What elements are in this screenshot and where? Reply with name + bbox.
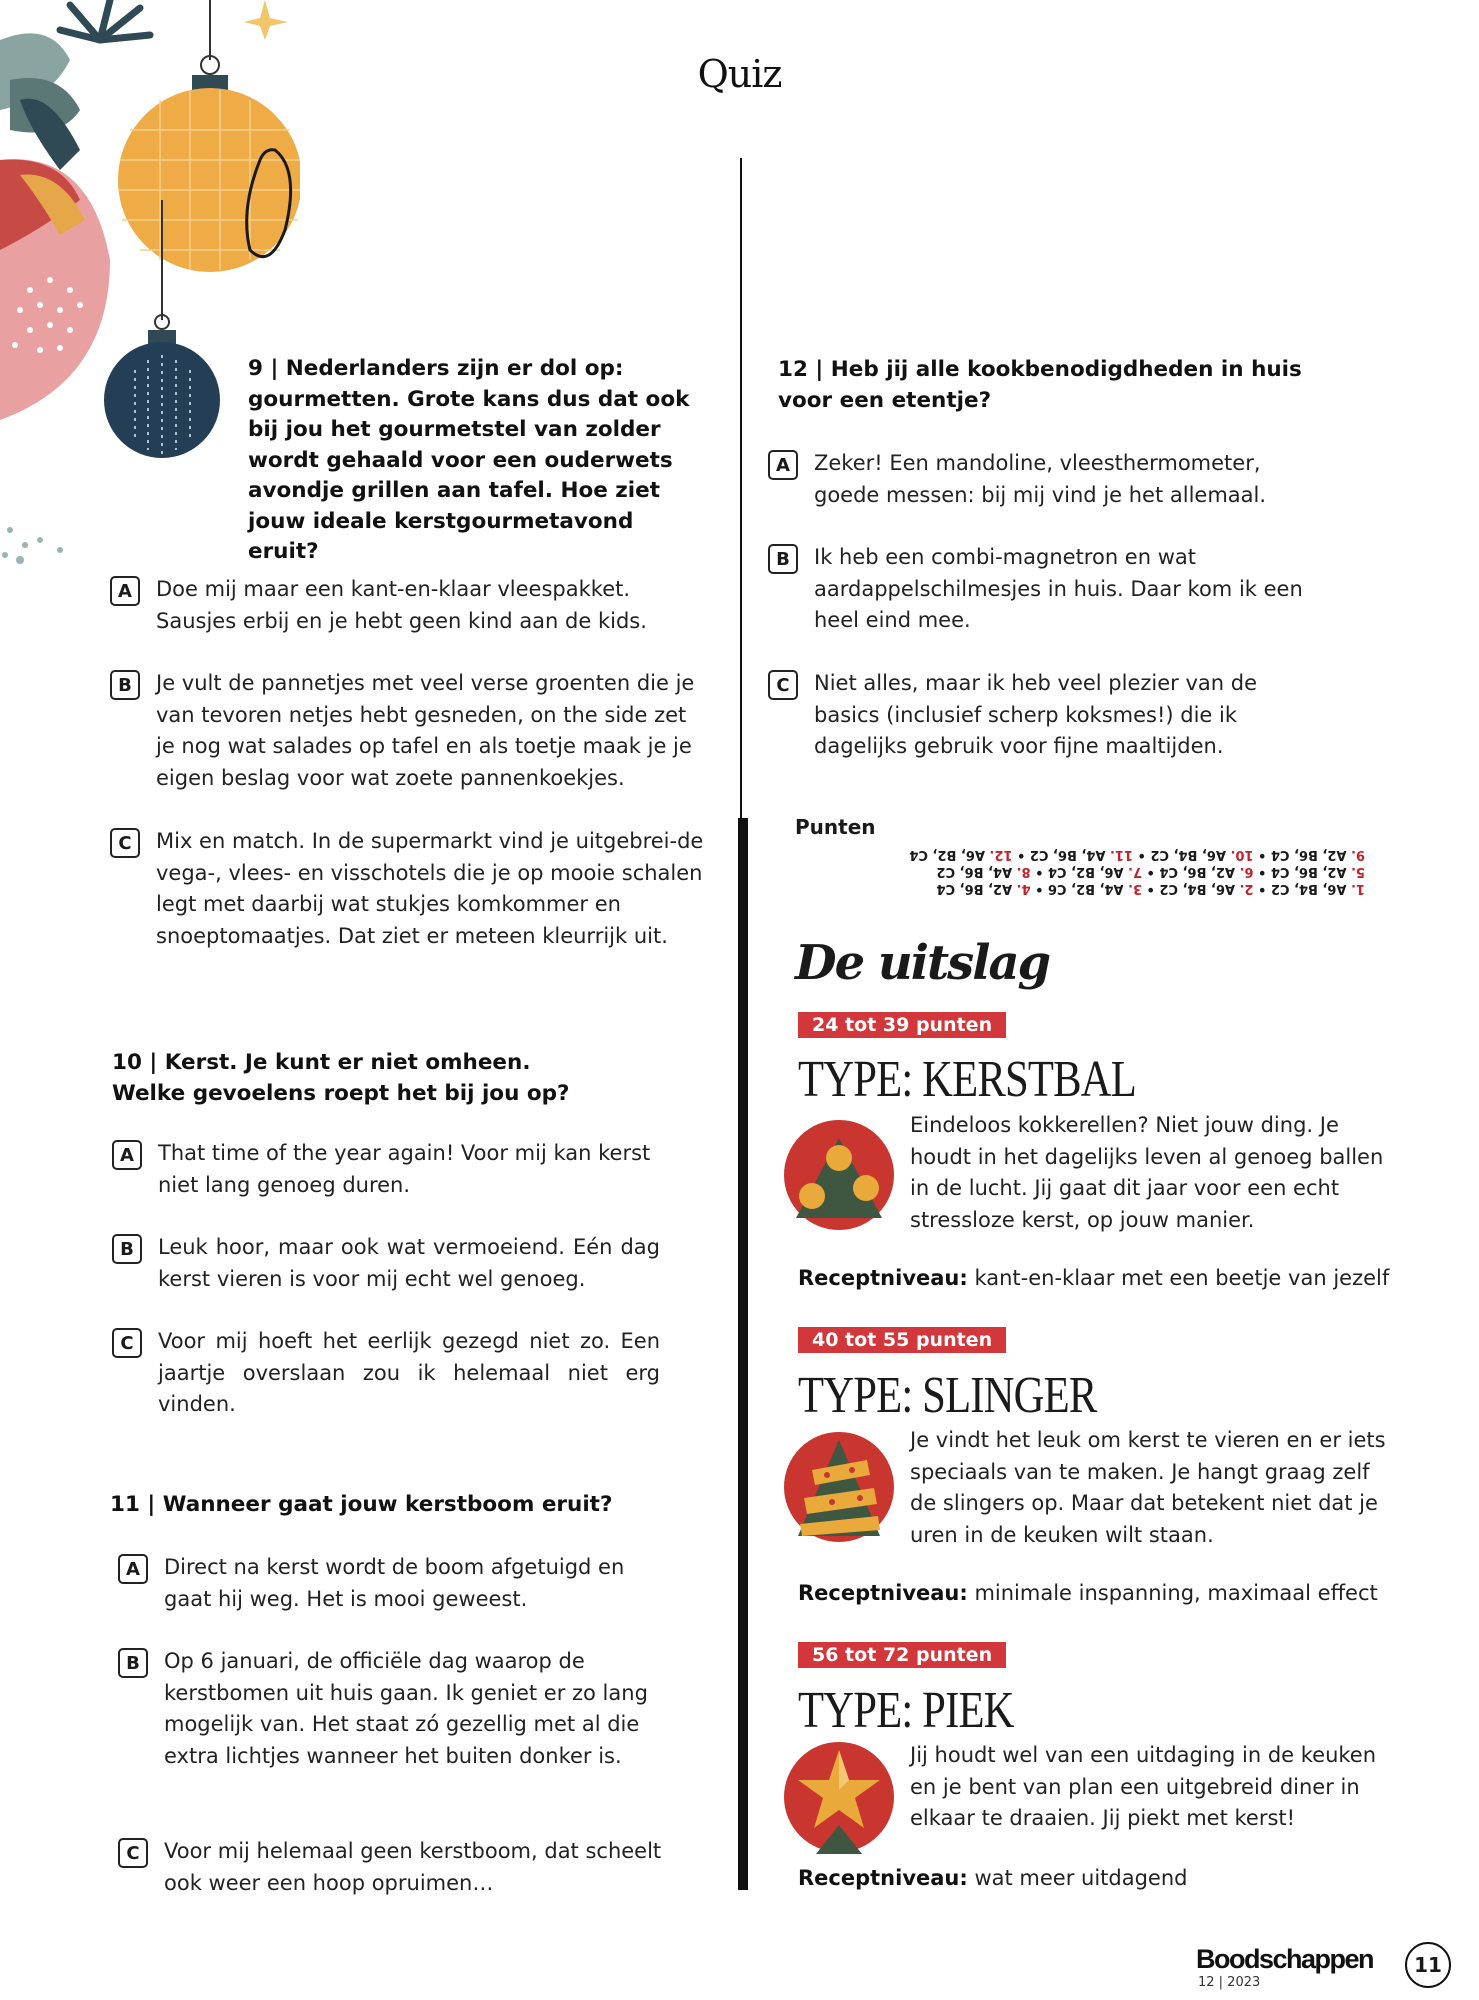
punten-number: 5. <box>1351 864 1365 879</box>
option-text: Je vult de pannetjes met veel verse groenten die je van tevoren netjes hebt gesneden, on the side zet je nog wat salades op tafel en als toetje maak je je eigen beslag voor wat zoete pannenkoekjes. <box>156 671 695 790</box>
punten-number: 8. <box>1016 864 1031 879</box>
option-letter: B <box>110 670 140 700</box>
recept-label: Receptniveau: <box>798 1266 968 1290</box>
punten-value: A6, B4, C2 <box>1150 847 1226 862</box>
question-11-option-b[interactable] <box>118 1646 658 1772</box>
question-10-option-b[interactable] <box>112 1232 672 1295</box>
result-3-range-badge: 56 tot 72 punten <box>798 1642 1006 1668</box>
punten-row-2: 5. A2, B6, C4 • 6. A2, B6, C4 • 7. A6, B2, C4 • 8. A4, B6, C2 <box>936 864 1365 879</box>
option-text: Voor mij hoeft het eerlijk gezegd niet zo. Een jaartje overslaan zou ik helemaal niet erg vinden. <box>158 1329 660 1416</box>
question-10-option-c[interactable] <box>112 1326 672 1421</box>
punten-value: A6, B4, C2 <box>1159 881 1236 896</box>
option-text: Op 6 januari, de officiële dag waarop de kerstbomen uit huis gaan. Ik geniet er zo lang mogelijk van. Het staat zó gezellig met al die extra lichtjes wanneer het buiten donker is. <box>164 1649 648 1768</box>
punten-answer-key <box>795 846 1365 897</box>
ornament-icon <box>782 1118 896 1232</box>
question-11-option-c[interactable] <box>118 1836 678 1899</box>
option-letter: A <box>110 576 140 606</box>
magazine-logo: Boodschappen <box>1196 1944 1374 1974</box>
punten-number: 4. <box>1016 881 1031 896</box>
punten-value: A2, B6, C4 <box>1270 864 1347 879</box>
option-text: Niet alles, maar ik heb veel plezier van de basics (inclusief scherp koksmes!) die ik dagelijks gebruik voor fijne maaltijden. <box>814 671 1258 758</box>
question-title-line-2: Welke gevoelens roept het bij jou op? <box>112 1080 570 1106</box>
punten-value: A6, B2, C4 <box>1047 864 1124 879</box>
column-divider <box>740 158 742 818</box>
issue-number: 12 | 2023 <box>1198 1975 1261 1990</box>
punten-value: A2, B6, C4 <box>1270 847 1347 862</box>
punten-row-1: 1. A6, B4, C2 • 2. A6, B4, C2 • 3. A4, B2, C6 • 4. A2, B6, C4 <box>936 881 1365 896</box>
punten-value: A4, B6, C2 <box>936 864 1013 879</box>
question-12-option-c[interactable] <box>768 668 1348 763</box>
question-9-option-a[interactable] <box>110 574 710 637</box>
punten-value: A2, B6, C4 <box>936 881 1013 896</box>
option-text: Zeker! Een mandoline, vleesthermometer, goede messen: bij mij vind je het allemaal. <box>814 451 1267 507</box>
punten-number: 12. <box>989 847 1013 862</box>
punten-value: A2, B6, C4 <box>1159 864 1236 879</box>
option-letter: B <box>768 544 798 574</box>
recept-label: Receptniveau: <box>798 1581 968 1605</box>
question-title: 9 | Nederlanders zijn er dol op: gourmetten. Grote kans dus dat ook bij jou het gourmetstel van zolder wordt gehaald voor een ouderwets avondje grillen aan tafel. Hoe ziet jouw ideale kerstgourmetavond eruit? <box>248 356 690 564</box>
question-9-option-b[interactable] <box>110 668 710 794</box>
question-9 <box>248 354 710 568</box>
option-text: Ik heb een combi-magnetron en wat aardappelschilmesjes in huis. Daar kom ik een heel eind mee. <box>814 545 1303 632</box>
result-3-receptniveau <box>798 1866 1187 1890</box>
option-letter: C <box>110 828 140 858</box>
result-2-description: Je vindt het leuk om kerst te vieren en er iets speciaals van te maken. Je hangt graag zelf de slingers op. Maar dat betekent niet dat je uren in de keuken wilt staan. <box>910 1428 1386 1547</box>
punten-number: 6. <box>1239 864 1254 879</box>
punten-value: A6, B4, C2 <box>1270 881 1347 896</box>
option-text: Direct na kerst wordt de boom afgetuigd en gaat hij weg. Het is mooi geweest. <box>164 1555 625 1611</box>
result-3-description: Jij houdt wel van een uitdaging in de keuken en je bent van plan een uitgebreid diner in elkaar te draaien. Jij piekt met kerst! <box>910 1743 1377 1830</box>
option-text: Leuk hoor, maar ook wat vermoeiend. Eén dag kerst vieren is voor mij echt wel genoeg. <box>158 1235 660 1291</box>
question-12 <box>778 355 1338 416</box>
punten-number: 9. <box>1351 847 1365 862</box>
result-2-range-badge: 40 tot 55 punten <box>798 1327 1006 1353</box>
question-title: 12 | Heb jij alle kookbenodigdheden in huis voor een etentje? <box>778 357 1302 413</box>
question-12-option-b[interactable] <box>768 542 1348 637</box>
page-number: 11 <box>1405 1942 1451 1988</box>
result-1-receptniveau <box>798 1266 1389 1290</box>
question-9-option-c[interactable] <box>110 826 710 952</box>
option-letter: A <box>768 450 798 480</box>
punten-number: 2. <box>1239 881 1254 896</box>
punten-number: 7. <box>1128 864 1143 879</box>
garland-tree-icon <box>782 1430 896 1544</box>
option-letter: C <box>768 670 798 700</box>
result-2-type-title: TYPE: SLINGER <box>798 1367 1097 1424</box>
recept-value: minimale inspanning, maximaal effect <box>967 1581 1378 1605</box>
option-text: Doe mij maar een kant-en-klaar vleespakket. Sausjes erbij en je hebt geen kind aan de kids. <box>156 577 647 633</box>
option-letter: C <box>112 1328 142 1358</box>
uitslag-title: De uitslag <box>795 935 1050 991</box>
option-letter: B <box>118 1648 148 1678</box>
recept-value: kant-en-klaar met een beetje van jezelf <box>967 1266 1390 1290</box>
option-text: Mix en match. In de supermarkt vind je uitgebrei-de vega-, vlees- en visschotels die je op mooie schalen legt met daarbij wat stukjes komkommer en snoeptomaatjes. Dat ziet er meteen kleurrijk uit. <box>156 829 704 948</box>
option-letter: C <box>118 1838 148 1868</box>
option-text: Voor mij helemaal geen kerstboom, dat scheelt ook weer een hoop opruimen… <box>164 1839 662 1895</box>
punten-row-3: 9. A2, B6, C4 • 10. A6, B4, C2 • 11. A4, B6, C2 • 12. A6, B2, C4 <box>909 847 1365 862</box>
question-title: 11 | Wanneer gaat jouw kerstboom eruit? <box>110 1492 613 1517</box>
result-1-description: Eindeloos kokkerellen? Niet jouw ding. Je houdt in het dagelijks leven al genoeg ballen in de lucht. Jij gaat dit jaar voor een echt stressloze kerst, op jouw manier. <box>910 1113 1384 1232</box>
result-2-receptniveau <box>798 1581 1378 1605</box>
punten-number: 11. <box>1109 847 1134 862</box>
result-1-type-title: TYPE: KERSTBAL <box>798 1051 1136 1108</box>
question-11-option-a[interactable] <box>118 1552 658 1615</box>
column-divider-bold <box>738 818 748 1890</box>
punten-value: A4, B2, C6 <box>1047 881 1124 896</box>
punten-number: 10. <box>1230 847 1254 862</box>
recept-label: Receptniveau: <box>798 1866 968 1890</box>
result-1-range-badge: 24 tot 39 punten <box>798 1012 1006 1038</box>
option-text: That time of the year again! Voor mij kan kerst niet lang genoeg duren. <box>158 1141 651 1197</box>
recept-value: wat meer uitdagend <box>967 1866 1188 1890</box>
result-3-type-title: TYPE: PIEK <box>798 1682 1014 1739</box>
punten-value: A4, B6, C2 <box>1029 847 1106 862</box>
option-letter: A <box>112 1140 142 1170</box>
punten-number: 1. <box>1351 881 1365 896</box>
option-letter: B <box>112 1234 142 1264</box>
punten-title: Punten <box>795 815 876 839</box>
question-10 <box>112 1048 712 1109</box>
option-letter: A <box>118 1554 148 1584</box>
question-10-option-a[interactable] <box>112 1138 672 1201</box>
question-title-line-1: 10 | Kerst. Je kunt er niet omheen. <box>112 1050 531 1075</box>
star-topper-icon <box>782 1740 896 1854</box>
question-11 <box>110 1490 710 1521</box>
question-12-option-a[interactable] <box>768 448 1348 511</box>
punten-number: 3. <box>1128 881 1143 896</box>
punten-value: A6, B2, C4 <box>909 847 985 862</box>
section-title: Quiz <box>697 52 782 96</box>
